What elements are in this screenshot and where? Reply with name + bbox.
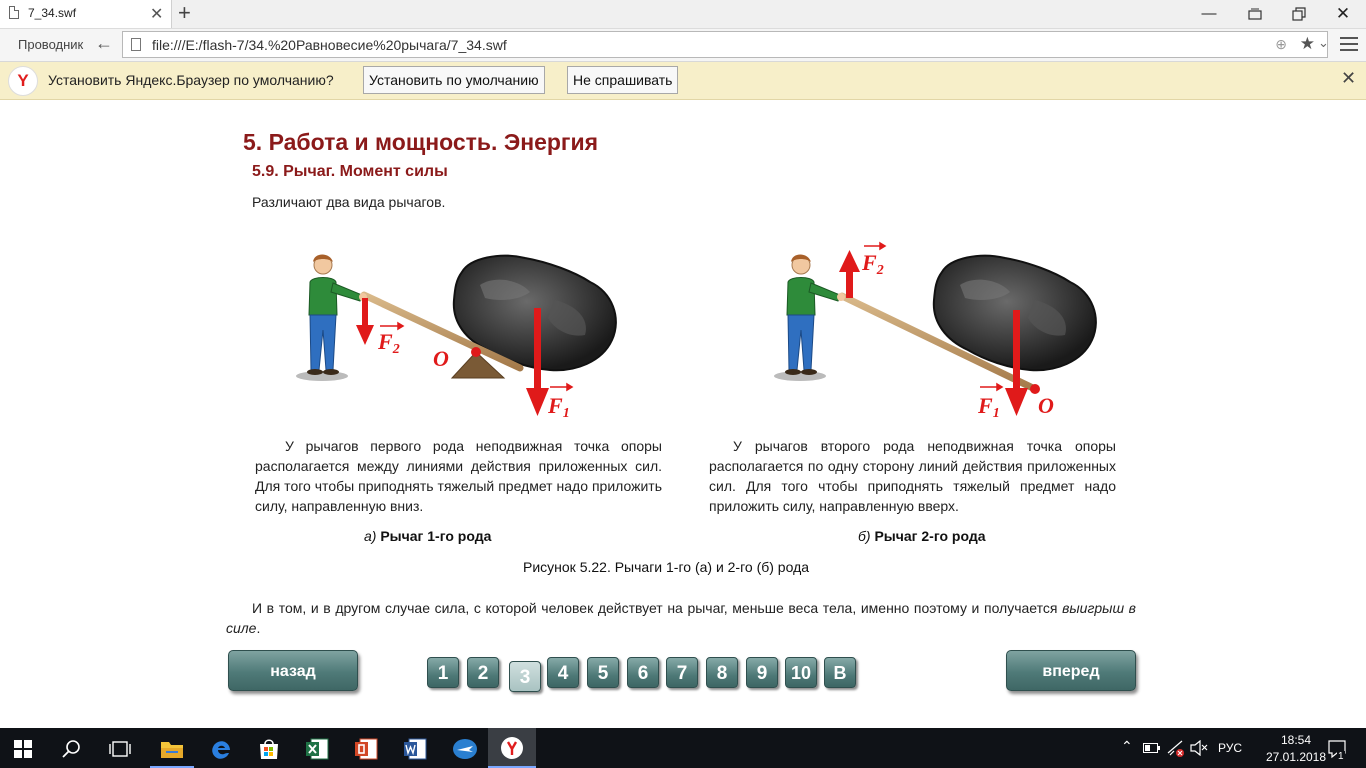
app-plane-icon[interactable] — [452, 738, 478, 760]
label-F1-left-sub: 1 — [562, 406, 570, 421]
conclusion-italic: выигрыш в силе — [226, 600, 1136, 636]
caption-b — [858, 528, 986, 544]
forward-button[interactable]: вперед — [1006, 650, 1136, 691]
network-disconnected-icon[interactable] — [1166, 739, 1184, 757]
page-button-1[interactable]: 1 — [427, 657, 459, 688]
label-F1-left: F — [548, 393, 563, 418]
intro-text: Различают два вида рычагов. — [252, 194, 446, 210]
back-arrow-icon[interactable]: ← — [95, 33, 113, 53]
page-button-6[interactable]: 6 — [627, 657, 659, 688]
security-globe-icon[interactable]: ⊕ — [1275, 36, 1287, 52]
speaker-muted-icon[interactable] — [1190, 740, 1208, 756]
conclusion-main: И в том, и в другом случае сила, с которой человек действует на рычаг, меньше веса тела, именно поэтому и получается — [252, 600, 1058, 616]
page-button-3-active[interactable]: 3 — [509, 661, 541, 692]
lever-first-kind — [296, 255, 616, 417]
caption-a — [364, 528, 491, 544]
minimize-icon[interactable]: — — [1201, 5, 1217, 22]
svg-text:F1 — [977, 393, 1000, 421]
task-view-icon[interactable] — [109, 740, 131, 758]
store-icon[interactable] — [258, 737, 280, 761]
caption-a-text: Рычаг 1-го рода — [380, 528, 492, 544]
page-button-5[interactable]: 5 — [587, 657, 619, 688]
new-tab-plus-icon[interactable]: + — [178, 0, 191, 25]
caption-b-text: Рычаг 2-го рода — [874, 528, 986, 544]
clock-date[interactable]: 27.01.2018 — [1265, 750, 1327, 764]
tab-close-icon[interactable]: ✕ — [150, 6, 164, 23]
bookmark-star-icon[interactable]: ★ — [1299, 34, 1315, 53]
back-button[interactable]: назад — [228, 650, 358, 691]
windows-taskbar — [0, 728, 1366, 768]
dont-ask-button[interactable]: Не спрашивать — [567, 66, 678, 94]
search-icon[interactable] — [62, 739, 82, 759]
set-default-button[interactable]: Установить по умолчанию — [363, 66, 545, 94]
conclusion-text — [226, 598, 1136, 638]
person-left — [307, 255, 367, 376]
svg-text:F2 — [377, 329, 400, 357]
nav-source-label[interactable]: Проводник — [18, 37, 84, 52]
excel-icon[interactable] — [305, 737, 329, 761]
page-button-7[interactable]: 7 — [666, 657, 698, 688]
infobar-close-icon[interactable]: ✕ — [1341, 68, 1357, 88]
edge-browser-icon[interactable] — [209, 737, 233, 761]
battery-icon[interactable] — [1143, 742, 1161, 754]
svg-text:F2 — [861, 250, 884, 278]
notification-count: 1 — [1338, 751, 1344, 762]
yandex-browser-icon[interactable] — [500, 736, 524, 760]
svg-text:F1 — [547, 393, 570, 421]
label-F2-left-sub: 2 — [392, 342, 400, 357]
lever-second-kind — [774, 250, 1096, 416]
chevron-down-icon[interactable]: ⌄ — [1318, 35, 1329, 50]
section-subtitle: 5.9. Рычаг. Момент силы — [252, 163, 448, 180]
page-button-10[interactable]: 10 — [785, 657, 817, 688]
input-language[interactable]: РУС — [1218, 741, 1243, 755]
label-F2-left: F — [378, 329, 393, 354]
close-window-icon[interactable]: ✕ — [1335, 4, 1351, 23]
second-kind-description: У рычагов второго рода неподвижная точка опоры располагается по одну сторону линий действия приложенных сил. Для того чтобы приподнять тяжелый предмет надо приложить силу, направленную вверх. — [709, 438, 1116, 514]
page-button-questions[interactable]: В — [824, 657, 856, 688]
label-F2-right: F — [862, 250, 877, 275]
pivot-point-left — [471, 347, 481, 357]
conclusion-end: . — [256, 620, 261, 636]
caption-a-letter: а) — [364, 528, 377, 544]
page-title: 5. Работа и мощность. Энергия — [243, 129, 599, 155]
yandex-logo-icon: Y — [8, 66, 38, 96]
page-button-4[interactable]: 4 — [547, 657, 579, 688]
person-right — [785, 255, 845, 376]
arrow-F2-right — [839, 250, 860, 298]
figure-caption: Рисунок 5.22. Рычаги 1-го (а) и 2-го (б) рода — [523, 559, 810, 575]
word-icon[interactable] — [403, 737, 427, 761]
label-O-left: O — [433, 346, 449, 371]
powerpoint-icon[interactable] — [354, 737, 378, 761]
tray-chevron-up-icon[interactable]: ⌃ — [1121, 738, 1133, 754]
label-F1-right: F — [978, 393, 993, 418]
first-kind-description: У рычагов первого рода неподвижная точка опоры располагается между линиями действия приложенных сил. Для того чтобы приподнять тяжелый предмет надо приложить силу, направленную вниз. — [255, 438, 662, 514]
label-F1-right-sub: 1 — [992, 406, 1000, 421]
start-windows-icon[interactable] — [14, 740, 32, 758]
tab-title: 7_34.swf — [28, 6, 77, 20]
file-explorer-icon[interactable] — [160, 738, 184, 760]
caption-b-letter: б) — [858, 528, 871, 544]
page-button-2[interactable]: 2 — [467, 657, 499, 688]
label-F2-right-sub: 2 — [876, 263, 884, 278]
clock-time[interactable]: 18:54 — [1280, 733, 1312, 747]
page-button-9[interactable]: 9 — [746, 657, 778, 688]
address-url[interactable]: file:///E:/flash-7/34.%20Равновесие%20рычага/7_34.swf — [152, 37, 507, 53]
infobar-message: Установить Яндекс.Браузер по умолчанию? — [48, 72, 334, 88]
arrow-F2-left — [356, 298, 374, 345]
page-button-8[interactable]: 8 — [706, 657, 738, 688]
label-O-right: O — [1038, 393, 1054, 418]
